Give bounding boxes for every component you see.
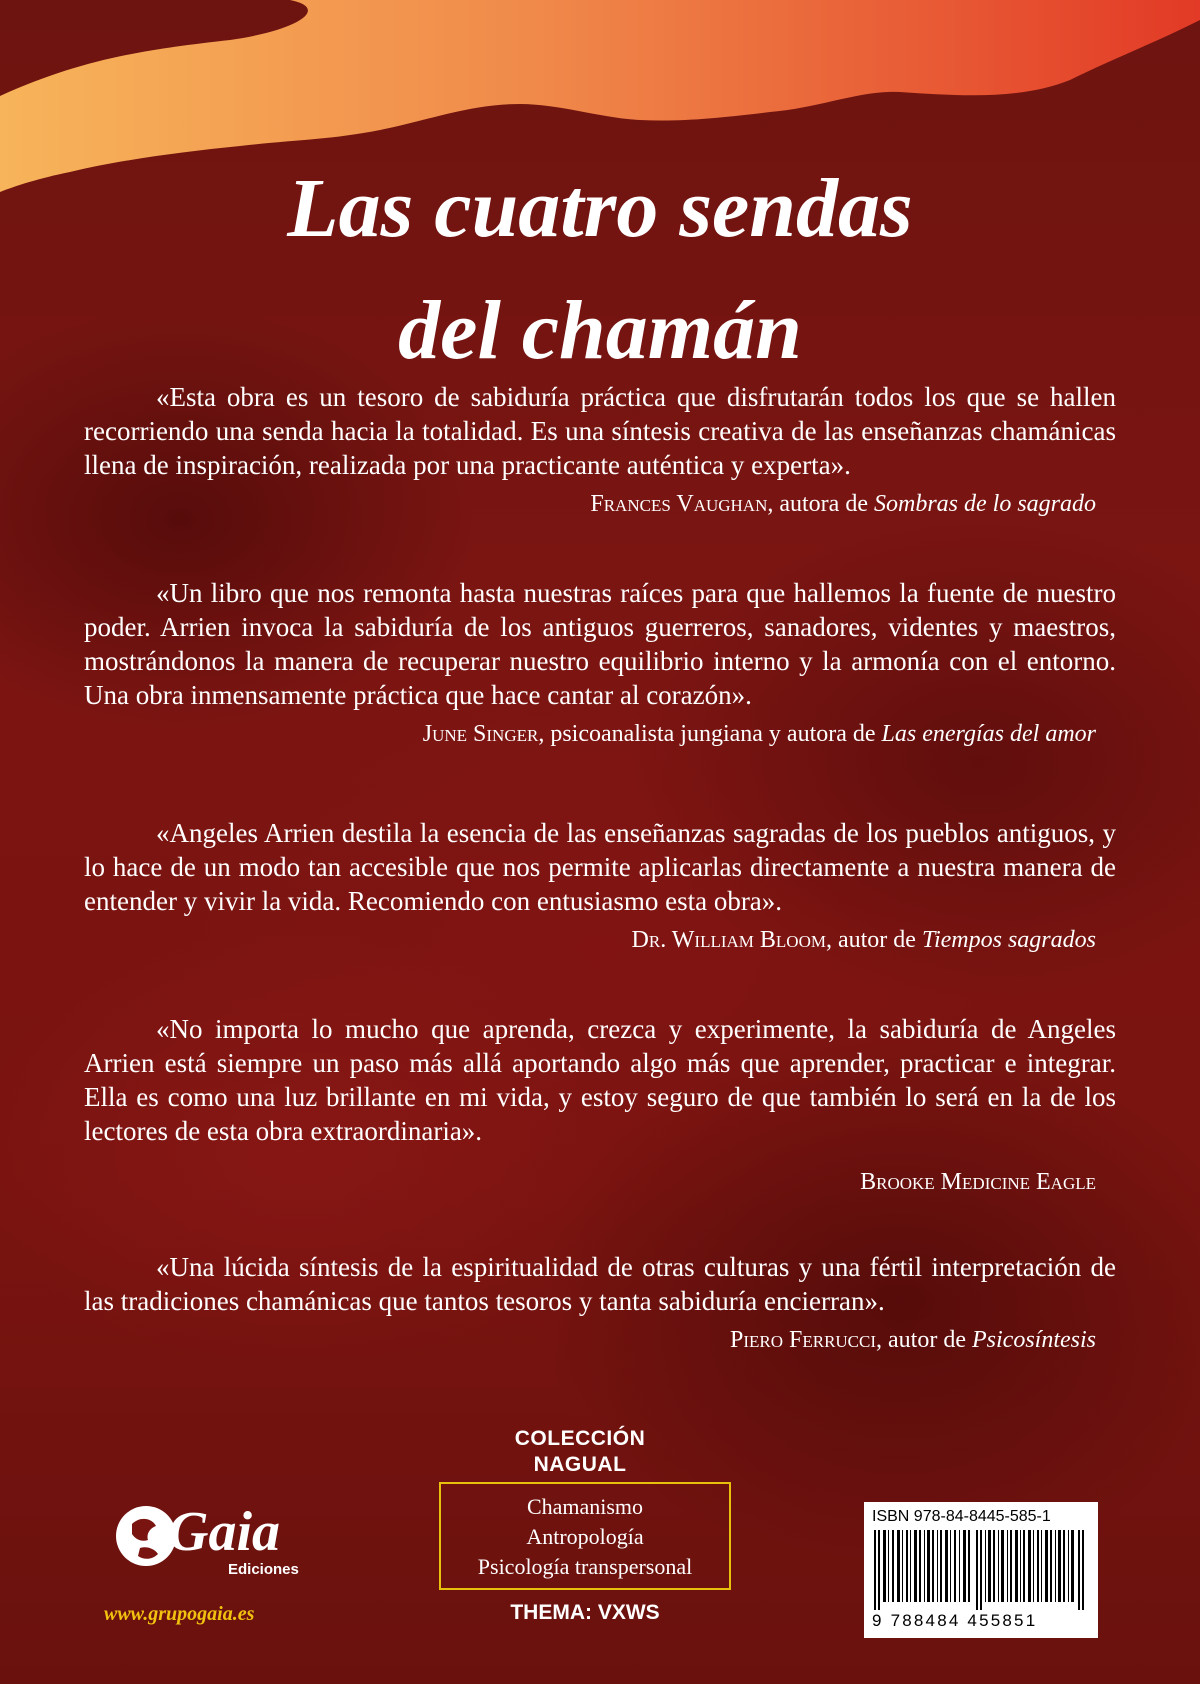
topic-item: Antropología	[526, 1524, 644, 1549]
quote-attribution	[84, 1166, 1116, 1198]
attribution-role: , autor de	[876, 1327, 972, 1353]
quote-text: «No importa lo mucho que aprenda, crezca y experimente, la sabiduría de Angeles Arrien está siempre un paso más allá aportando algo más que aprender, practicar e integrar. Ella es como una luz brillante en mi vida, y estoy seguro de que también lo será en la de los lectores de esta obra extraordinaria».	[84, 1014, 1116, 1146]
logo-subtitle: Ediciones	[228, 1561, 299, 1578]
collection-label	[420, 1426, 740, 1478]
attribution-role: , autor de	[825, 927, 922, 953]
collection-label-line-1: COLECCIÓN	[514, 1427, 646, 1450]
quote-block	[84, 816, 1116, 956]
topics-box	[439, 1482, 731, 1590]
title-line-1: Las cuatro sendas	[287, 162, 913, 255]
quote-text: «Una lúcida síntesis de la espiritualidad de otras culturas y una fértil interpretación de las tradiciones chamánicas que tantos tesoros y tanta sabiduría encierran».	[84, 1252, 1116, 1316]
attribution-work: Tiempos sagrados	[921, 927, 1096, 953]
quote-attribution	[84, 718, 1116, 750]
quote-text: «Esta obra es un tesoro de sabiduría práctica que disfrutarán todos los que se hallen recorriendo una senda hacia la totalidad. Es una síntesis creativa de las enseñanzas chamánicas llena de inspiración, realizada por una practicante auténtica y experta».	[84, 382, 1116, 480]
logo-wordmark: Gaia	[168, 1501, 280, 1563]
quote-block	[84, 1012, 1116, 1198]
attribution-name: Brooke Medicine Eagle	[860, 1169, 1096, 1195]
title-line-2: del chamán	[398, 284, 802, 377]
book-title	[0, 148, 1200, 392]
gaia-logo	[110, 1490, 320, 1582]
publisher-url[interactable]: www.grupogaia.es	[104, 1603, 255, 1625]
attribution-role: , autora de	[767, 491, 874, 517]
quote-block	[84, 1250, 1116, 1356]
quote-attribution	[84, 924, 1116, 956]
quote-text: «Angeles Arrien destila la esencia de las enseñanzas sagradas de los pueblos antiguos, y lo hace de un modo tan accesible que nos permite aplicarlas directamente a nuestra manera de entender y vivir la vida. Recomiendo con entusiasmo esta obra».	[84, 818, 1116, 916]
attribution-work: Psicosíntesis	[972, 1327, 1096, 1353]
isbn-label: ISBN 978-84-8445-585-1	[872, 1508, 1051, 1525]
attribution-name: Dr. William Bloom	[631, 927, 826, 953]
attribution-name: Frances Vaughan	[590, 491, 768, 517]
topic-item: Chamanismo	[526, 1494, 644, 1519]
quote-attribution	[84, 488, 1116, 520]
attribution-work: Sombras de lo sagrado	[873, 491, 1096, 517]
quote-attribution	[84, 1324, 1116, 1356]
attribution-work: Las energías del amor	[881, 721, 1096, 747]
isbn-barcode-panel	[864, 1502, 1098, 1638]
attribution-name: Piero Ferrucci	[729, 1327, 877, 1353]
barcode-icon	[872, 1530, 1090, 1610]
isbn-digits: 9 788484 455851	[872, 1611, 1038, 1630]
attribution-role: , psicoanalista jungiana y autora de	[538, 721, 882, 747]
thema-code: THEMA: VXWS	[510, 1601, 660, 1624]
topic-item: Psicología transpersonal	[477, 1554, 693, 1579]
attribution-name: June Singer	[422, 721, 539, 747]
quote-block	[84, 576, 1116, 750]
quote-block	[84, 380, 1116, 520]
collection-label-line-2: NAGUAL	[533, 1453, 627, 1476]
quote-text: «Un libro que nos remonta hasta nuestras raíces para que hallemos la fuente de nuestro poder. Arrien invoca la sabiduría de los antiguos guerreros, sanadores, videntes y maestros, mostrándonos la manera de recuperar nuestro equilibrio interno y la armonía con el entorno. Una obra inmensamente práctica que hace cantar al corazón».	[84, 578, 1116, 710]
